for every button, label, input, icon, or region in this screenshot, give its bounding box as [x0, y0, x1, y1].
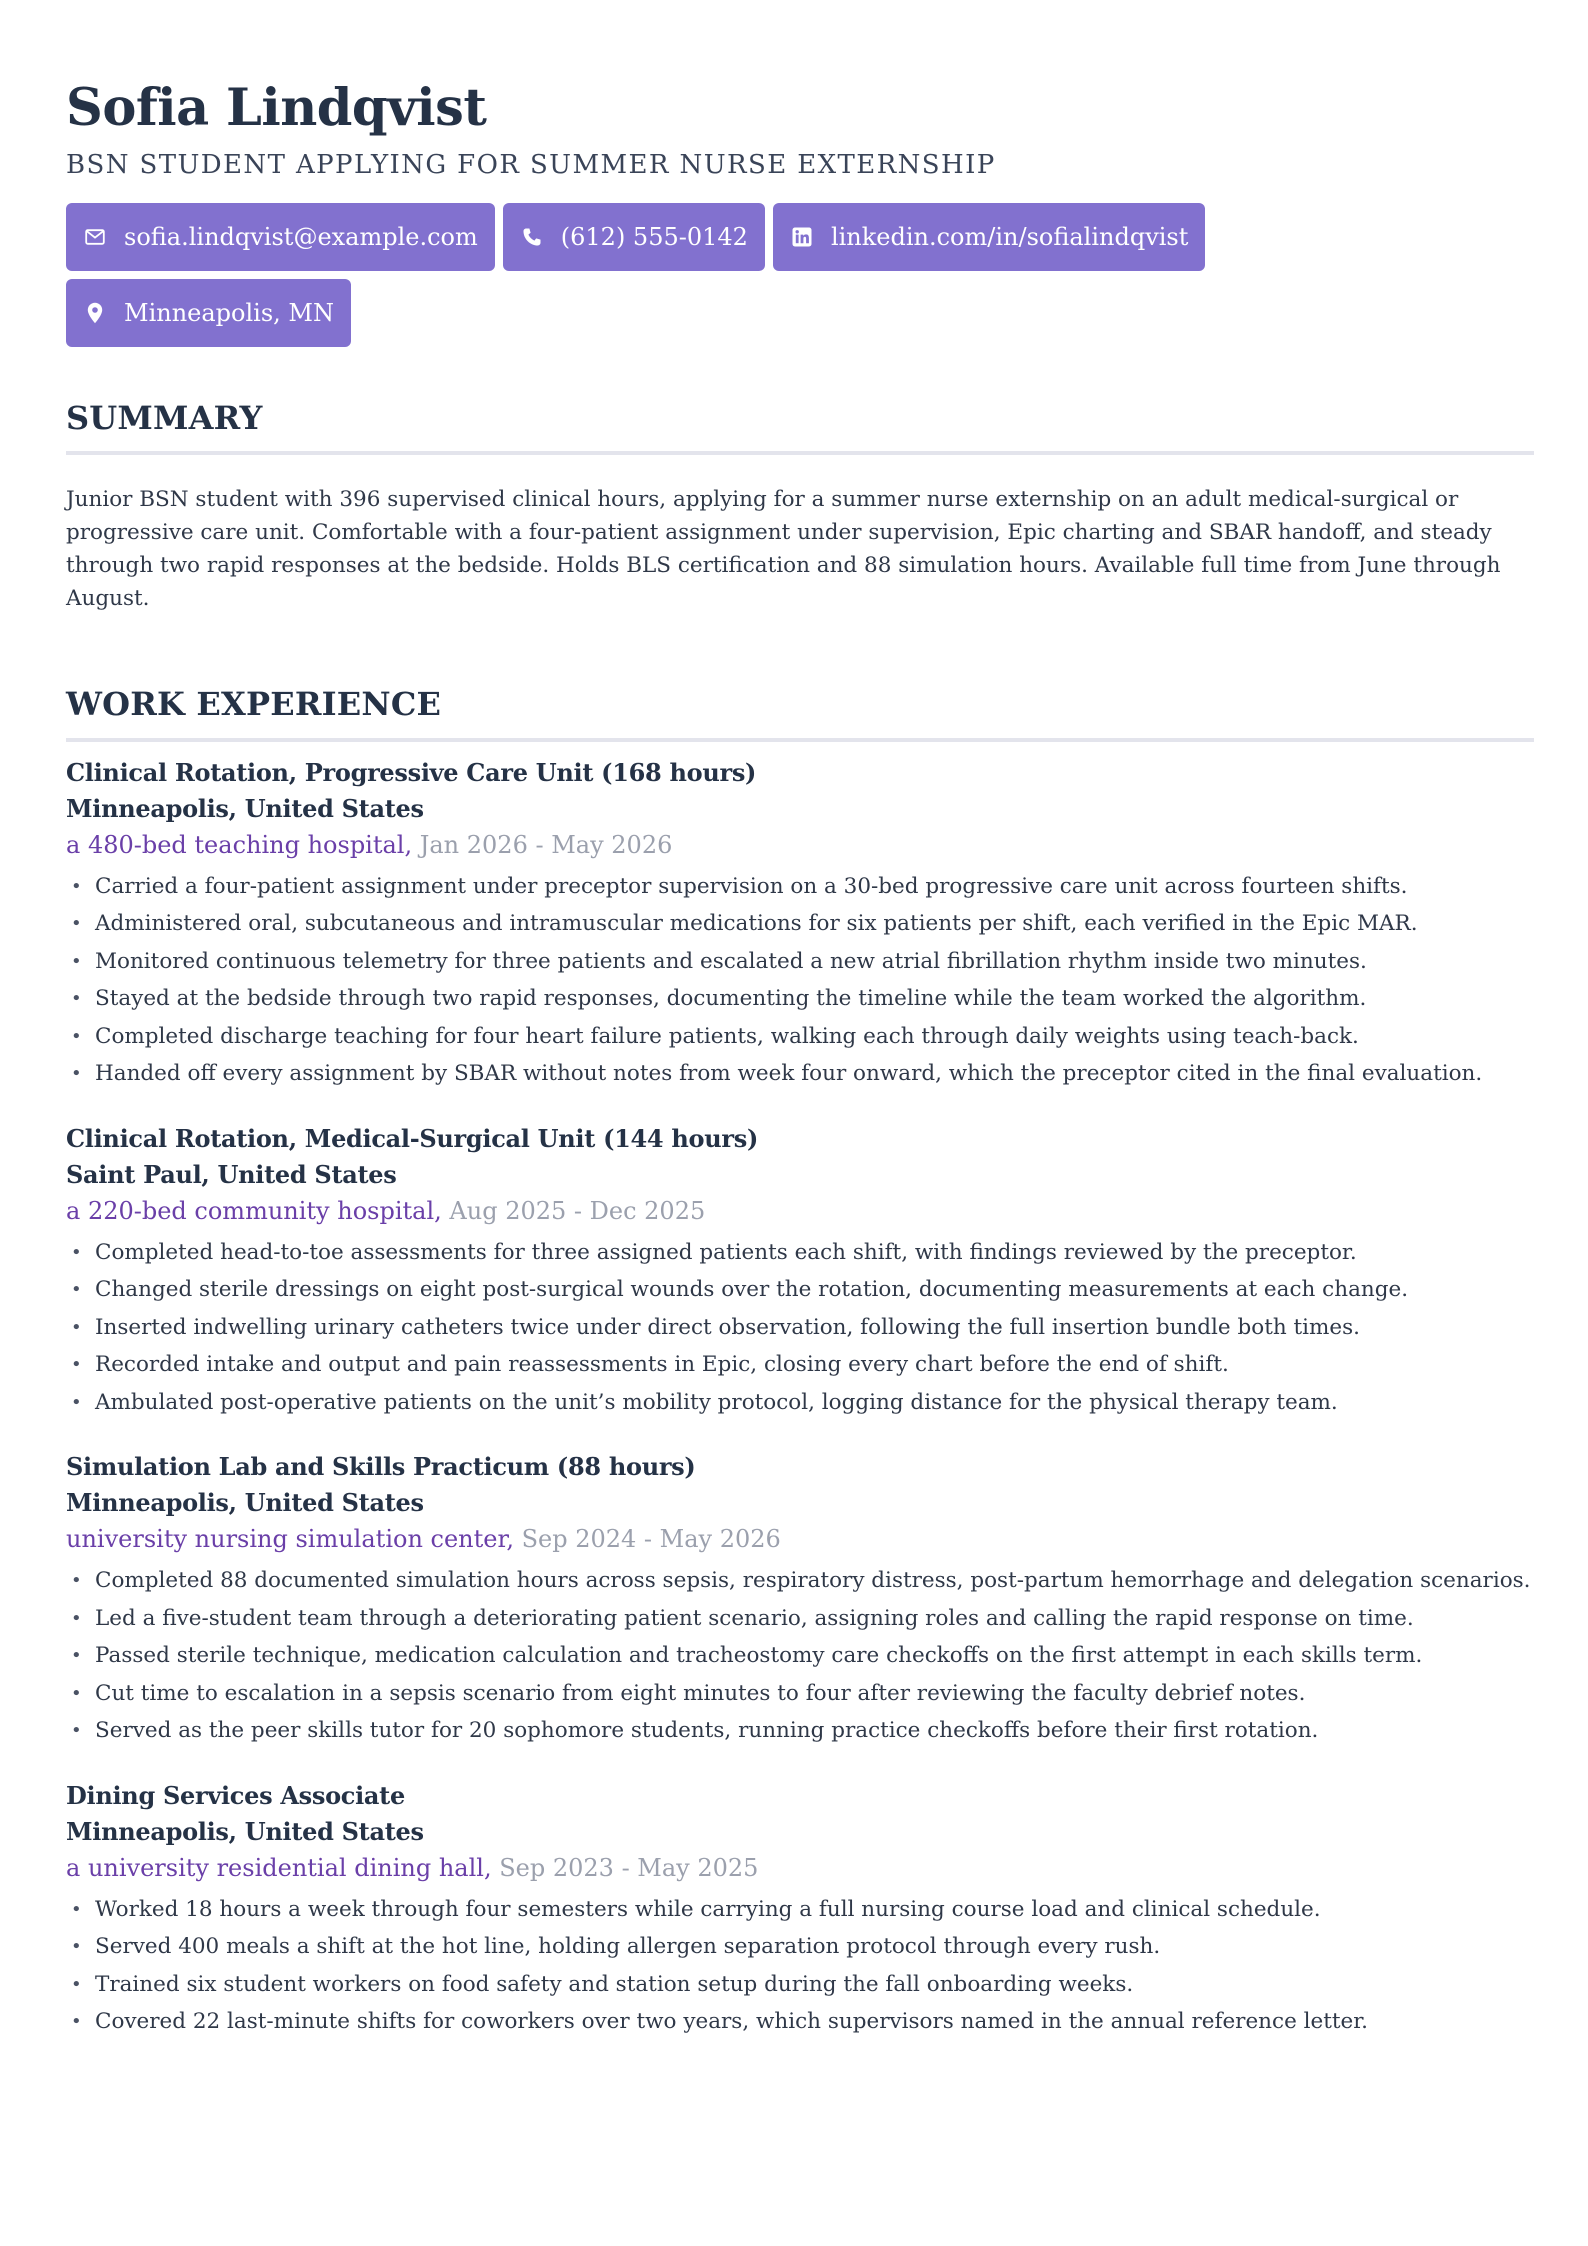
contact-email-link[interactable]: [66, 203, 495, 271]
candidate-headline: BSN STUDENT APPLYING FOR SUMMER NURSE EXTERNSHIP: [66, 149, 996, 180]
job-location: Saint Paul, United States: [66, 1159, 397, 1189]
contact-linkedin-label: linkedin.com/in/sofialindqvist: [830, 222, 1189, 251]
phone-icon: [521, 226, 543, 248]
job-bullet: [66, 1600, 1534, 1638]
bullet-dot: •: [71, 1973, 82, 1995]
bullet-text: Served 400 meals a shift at the hot line, holding allergen separation protocol through every rush.: [95, 1934, 1161, 1960]
job-bullet: [66, 1346, 1534, 1384]
job-meta: [66, 1850, 1534, 1887]
job-employer: university nursing simulation center: [66, 1525, 507, 1554]
bullet-text: Recorded intake and output and pain reassessments in Epic, closing every chart before the end of shift.: [95, 1352, 1229, 1378]
contact-phone-label: (612) 555-0142: [560, 222, 748, 251]
job-bullet: [66, 1712, 1534, 1750]
job-bullet: [66, 1055, 1534, 1093]
job-employer: a 220-bed community hospital: [66, 1196, 435, 1225]
job-title: Dining Services Associate: [66, 1780, 405, 1810]
job-location: Minneapolis, United States: [66, 1488, 424, 1518]
summary-heading: SUMMARY: [66, 398, 263, 437]
bullet-dot: •: [71, 1354, 82, 1376]
work-experience-heading: WORK EXPERIENCE: [66, 685, 442, 724]
job-bullet: [66, 1018, 1534, 1056]
bullet-text: Stayed at the bedside through two rapid responses, documenting the timeline while the team worked the algorithm.: [95, 986, 1367, 1012]
bullet-dot: •: [71, 1025, 82, 1047]
job-bullet: [66, 1384, 1534, 1422]
bullet-text: Monitored continuous telemetry for three patients and escalated a new atrial fibrillation rhythm inside two minutes.: [95, 948, 1367, 974]
bullet-dot: •: [71, 1391, 82, 1413]
job-bullet-list: [66, 868, 1534, 1093]
job-title: Clinical Rotation, Medical-Surgical Unit (144 hours): [66, 1123, 759, 1153]
bullet-text: Passed sterile technique, medication calculation and tracheostomy care checkoffs on the first attempt in each skills term.: [95, 1643, 1423, 1669]
job-dates: Sep 2024 - May 2026: [521, 1525, 781, 1554]
job-entry: [66, 1121, 1534, 1422]
job-bullet: [66, 1928, 1534, 1966]
bullet-text: Handed off every assignment by SBAR without notes from week four onward, which the preceptor cited in the final evaluation.: [95, 1061, 1483, 1087]
bullet-dot: •: [71, 1645, 82, 1667]
bullet-dot: •: [71, 1936, 82, 1958]
contact-linkedin-link[interactable]: [773, 203, 1205, 271]
job-meta: [66, 1193, 1534, 1230]
job-bullet-list: [66, 1234, 1534, 1422]
bullet-text: Changed sterile dressings on eight post-surgical wounds over the rotation, documenting measurements at each change.: [95, 1277, 1409, 1303]
job-title: Clinical Rotation, Progressive Care Unit (168 hours): [66, 757, 757, 787]
job-entry: [66, 1449, 1534, 1750]
bullet-dot: •: [71, 1279, 82, 1301]
bullet-dot: •: [71, 1570, 82, 1592]
contact-location-link[interactable]: [66, 279, 351, 347]
section-divider: [66, 451, 1534, 455]
bullet-dot: •: [71, 1607, 82, 1629]
job-bullet: [66, 1966, 1534, 2004]
bullet-text: Carried a four-patient assignment under preceptor supervision on a 30-bed progressive care unit across fourteen shifts.: [95, 873, 1408, 899]
bullet-text: Completed head-to-toe assessments for three assigned patients each shift, with findings reviewed by the preceptor.: [95, 1239, 1357, 1265]
job-bullet-list: [66, 1562, 1534, 1750]
meta-separator: ,: [506, 1525, 522, 1554]
work-experience-section: [66, 685, 1534, 2040]
bullet-text: Cut time to escalation in a sepsis scenario from eight minutes to four after reviewing the faculty debrief notes.: [95, 1680, 1306, 1706]
job-bullet: [66, 980, 1534, 1018]
job-bullet: [66, 1675, 1534, 1713]
section-divider: [66, 738, 1534, 742]
bullet-text: Served as the peer skills tutor for 20 sophomore students, running practice checkoffs before their first rotation.: [95, 1718, 1319, 1744]
contact-list: [66, 203, 1246, 347]
bullet-text: Led a five-student team through a deteriorating patient scenario, assigning roles and calling the rapid response on time.: [95, 1605, 1414, 1631]
job-entry: [66, 1778, 1534, 2041]
bullet-dot: •: [71, 988, 82, 1010]
bullet-dot: •: [71, 2011, 82, 2033]
bullet-dot: •: [71, 1063, 82, 1085]
meta-separator: ,: [483, 1853, 500, 1882]
contact-phone-link[interactable]: [503, 203, 765, 271]
job-list: [66, 755, 1534, 2041]
bullet-dot: •: [71, 1720, 82, 1742]
job-dates: Sep 2023 - May 2025: [499, 1853, 759, 1882]
job-bullet: [66, 943, 1534, 981]
bullet-text: Worked 18 hours a week through four semesters while carrying a full nursing course load and clinical schedule.: [95, 1896, 1321, 1922]
bullet-text: Completed discharge teaching for four heart failure patients, walking each through daily weights using teach-back.: [95, 1023, 1359, 1049]
bullet-dot: •: [71, 950, 82, 972]
job-entry: [66, 755, 1534, 1093]
bullet-text: Ambulated post-operative patients on the unit’s mobility protocol, logging distance for the physical therapy team.: [95, 1389, 1338, 1415]
bullet-dot: •: [71, 1898, 82, 1920]
bullet-text: Inserted indwelling urinary catheters twice under direct observation, following the full insertion bundle both times.: [95, 1314, 1361, 1340]
job-bullet-list: [66, 1891, 1534, 2041]
job-location: Minneapolis, United States: [66, 793, 424, 823]
bullet-dot: •: [71, 875, 82, 897]
linkedin-icon: [791, 226, 813, 248]
job-employer: a university residential dining hall: [66, 1853, 484, 1882]
job-meta: [66, 1521, 1534, 1558]
location-pin-icon: [84, 302, 106, 324]
job-bullet: [66, 1562, 1534, 1600]
job-dates: Jan 2026 - May 2026: [419, 830, 673, 859]
bullet-text: Administered oral, subcutaneous and intramuscular medications for six patients per shift, each verified in the Epic MAR.: [95, 911, 1418, 937]
bullet-dot: •: [71, 913, 82, 935]
bullet-dot: •: [71, 1682, 82, 1704]
candidate-name: Sofia Lindqvist: [66, 78, 487, 138]
job-bullet: [66, 868, 1534, 906]
summary-text: Junior BSN student with 396 supervised clinical hours, applying for a summer nurse externship on an adult medical-surgical or progressive care unit. Comfortable with a four-patient assignment under supervision, Epic charting and SBAR handoff, and steady through two rapid responses at the bedside. Holds BLS certification and 88 simulation hours. Available full time from June through August.: [66, 487, 1501, 612]
job-bullet: [66, 1271, 1534, 1309]
job-bullet: [66, 905, 1534, 943]
bullet-text: Trained six student workers on food safety and station setup during the fall onboarding weeks.: [95, 1971, 1134, 1997]
contact-location-label: Minneapolis, MN: [124, 298, 334, 327]
job-bullet: [66, 1309, 1534, 1347]
bullet-text: Covered 22 last-minute shifts for coworkers over two years, which supervisors named in the annual reference letter.: [95, 2009, 1368, 2035]
resume-header: [66, 78, 1534, 347]
contact-email-label: sofia.lindqvist@example.com: [124, 222, 478, 251]
job-meta: [66, 827, 1534, 864]
job-employer: a 480-bed teaching hospital: [66, 830, 405, 859]
job-bullet: [66, 1891, 1534, 1929]
job-title: Simulation Lab and Skills Practicum (88 hours): [66, 1452, 696, 1482]
bullet-dot: •: [71, 1316, 82, 1338]
job-location: Minneapolis, United States: [66, 1816, 424, 1846]
job-bullet: [66, 2003, 1534, 2041]
meta-separator: ,: [434, 1196, 450, 1225]
bullet-dot: •: [71, 1241, 82, 1263]
job-bullet: [66, 1637, 1534, 1675]
summary-section: [66, 399, 1534, 615]
job-dates: Aug 2025 - Dec 2025: [449, 1196, 706, 1225]
mail-icon: [84, 226, 106, 248]
bullet-text: Completed 88 documented simulation hours across sepsis, respiratory distress, post-partum hemorrhage and delegation scenarios.: [95, 1568, 1531, 1594]
meta-separator: ,: [404, 830, 420, 859]
job-bullet: [66, 1234, 1534, 1272]
